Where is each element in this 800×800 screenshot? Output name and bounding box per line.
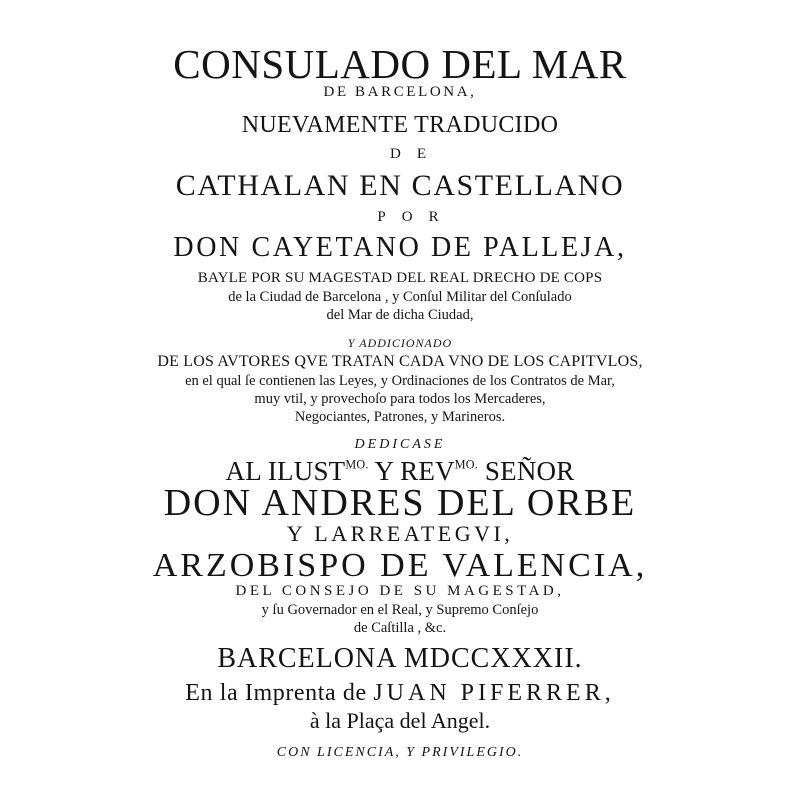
translation-note-text: NUEVAMENTE TRADUCIDO: [241, 112, 559, 138]
authors-line: [0, 354, 800, 370]
council-line: [0, 584, 800, 599]
dedication-label: [0, 438, 800, 452]
dedicatee-name: [0, 484, 800, 522]
imprint-place-date: [0, 645, 800, 673]
council-line3: [0, 621, 800, 636]
imprint-place-date-text: BARCELONA MDCCXXXII.: [217, 643, 583, 674]
dedicatee-title: [0, 549, 800, 583]
honorific-sup1: MO.: [345, 457, 369, 472]
translation-note: [0, 113, 800, 137]
author-office-text: BAYLE POR SU MAGESTAD DEL REAL DRECHO DE COPS: [197, 270, 603, 286]
dedicatee-surname-text: Y LARREATEGVI,: [286, 521, 514, 546]
printer-address: [0, 710, 800, 732]
printer-line: [0, 681, 800, 705]
book-title: [0, 41, 800, 87]
authors-line-text: DE LOS AVTORES QVE TRATAN CADA VNO DE LOS CAPITVLOS,: [157, 353, 643, 370]
printer-name: JUAN PIFERRER,: [373, 680, 615, 706]
honorific-part3: SEÑOR: [477, 456, 575, 486]
license-line-text: CON LICENCIA, Y PRIVILEGIO.: [276, 745, 524, 760]
author-name: [0, 234, 800, 262]
connector-por-text: POR: [377, 209, 455, 225]
author-office: [0, 271, 800, 286]
book-title-text: CONSULADO DEL MAR: [173, 41, 627, 87]
council-line2-text: y ſu Governador en el Real, y Supremo Conſejo: [261, 602, 539, 618]
contents-line1-text: en el qual ſe contienen las Leyes, y Ordinaciones de los Contratos de Mar,: [185, 373, 615, 389]
dedicatee-honorific-text: [226, 458, 575, 485]
addition-note: [0, 337, 800, 349]
council-line-text: DEL CONSEJO DE SU MAGESTAD,: [235, 583, 565, 599]
connector-de-text: DE: [390, 146, 442, 162]
author-name-text: DON CAYETANO DE PALLEJA,: [173, 232, 627, 263]
council-line2: [0, 603, 800, 618]
dedicatee-name-text: DON ANDRES DEL ORBE: [163, 482, 637, 524]
printer-line-text: [185, 681, 614, 705]
contents-line3: [0, 410, 800, 425]
council-line3-text: de Caſtilla , &c.: [353, 620, 447, 636]
dedication-label-text: DEDICASE: [354, 437, 446, 452]
languages-line-text: CATHALAN EN CASTELLANO: [175, 169, 625, 202]
connector-por: [0, 210, 800, 225]
honorific-part2: Y REV: [368, 456, 455, 486]
author-office-line2-text: de la Ciudad de Barcelona , y Conſul Militar del Conſulado: [228, 289, 572, 305]
honorific-sup2: MO.: [454, 457, 478, 472]
connector-de: [0, 147, 800, 162]
author-office-line3-text: del Mar de dicha Ciudad,: [326, 307, 474, 323]
addition-note-text: Y ADDICIONADO: [347, 336, 453, 350]
printer-prefix: En la Imprenta de: [185, 680, 374, 706]
contents-line2-text: muy vtil, y provechoſo para todos los Mercaderes,: [254, 391, 546, 407]
printer-address-text: à la Plaça del Angel.: [309, 708, 491, 733]
contents-line3-text: Negociantes, Patrones, y Marineros.: [294, 409, 506, 425]
book-subtitle-text: DE BARCELONA,: [323, 84, 477, 100]
honorific-part1: AL ILUST: [225, 456, 346, 486]
contents-line2: [0, 392, 800, 407]
dedicatee-honorific: [0, 458, 800, 485]
languages-line: [0, 171, 800, 201]
author-office-line2: [0, 290, 800, 305]
author-office-line3: [0, 308, 800, 323]
dedicatee-title-text: ARZOBISPO DE VALENCIA,: [152, 547, 648, 584]
contents-line1: [0, 374, 800, 389]
license-line: [0, 746, 800, 760]
dedicatee-surname: [0, 523, 800, 545]
book-subtitle: [0, 85, 800, 100]
